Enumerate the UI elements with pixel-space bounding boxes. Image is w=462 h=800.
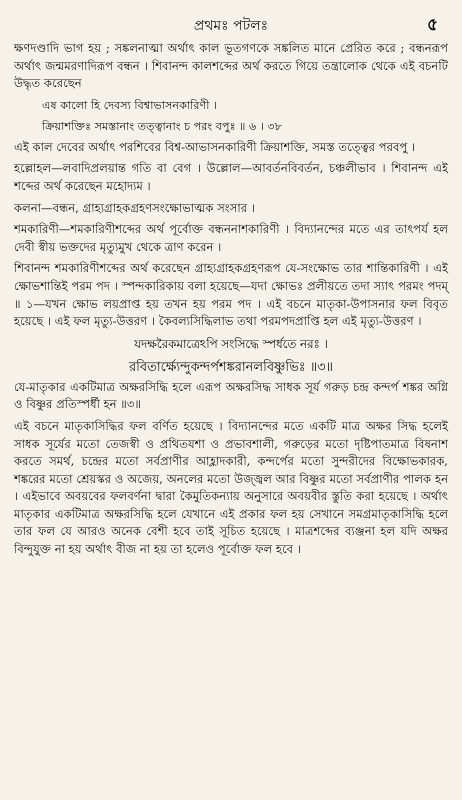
para-block: শিবানন্দ শমকারিণীশব্দের অর্থ করেছেন গ্রাহ্যগ্রাহকগ্রহণরূপ যে-সংক্ষোভ তার শান্তিকারিণী । এই ক্ষোভশান্তিই পরম পদ । স্পন্দকারিকায় বলা হয়েছে—যদা ক্ষোভঃ প্রলীয়তে তদা স্যাৎ পরমং পদম্ ॥ ১—যখন ক্ষোভ লয়প্রাপ্ত হয় তখন হয় পরম পদ । এই বচনে মাতৃকা-উপাসনার ফল বিবৃত হয়েছে । এই ফল মৃত্যু-উত্তরণ । কৈবল্যসিদ্ধিলাভ তথা পরমপদপ্রাপ্তি হল এই মৃত্যু-উত্তরণ ।	[14, 261, 448, 329]
para-block: শমকারিণী—শমকারিণীশব্দের অর্থ পূর্বোক্ত বন্ধননাশকারিণী । বিদ্যানন্দের মতে এর তাৎপর্য হল দেবী স্বীয় ভক্তদের মৃত্যুমুখ থেকে ত্রাণ করেন ।	[14, 222, 448, 254]
chapter-title: প্রথমঃ পটলঃ	[193, 18, 269, 34]
verse-block: যদক্ষরৈকমাত্রেঽপি সংসিদ্ধে স্পর্ধতে নরঃ ।	[134, 336, 328, 351]
para-block: এই বচনে মাতৃকাসিদ্ধির ফল বর্ণিত হয়েছে । বিদ্যানন্দের মতে একটি মাত্র অক্ষর সিদ্ধ হলেই সাধক সূর্যের মতো তেজস্বী ও প্রথিতযশা ও প্রভাবশালী, গরুড়ের মতো দৃষ্টিপাতমাত্র বিষনাশ করতে সমর্থ, চন্দ্রের মতো সর্বপ্রাণীর আহ্লাদকারী, কন্দর্পের মতো সুন্দরীদের বিক্ষোভকারক, শঙ্করের মতো শ্রেয়স্কর ও অজেয়, অনলের মতো উজ্জ্বল আর বিষ্ণুর মতো সর্বপ্রাণীর পালক হন । এইভাবে অবয়বের ফলবর্ণনা দ্বারা কৈমুতিকন্যায় অনুসারে অবয়বীর স্তুতি করা হয়েছে । অর্থাৎ মাতৃকার একটিমাত্র অক্ষরসিদ্ধি হলে যেখানে এই প্রকার ফল হয় সেখানে সমগ্রমাতৃকাসিদ্ধি হলে তার ফল যে আরও অনেক বেশী হবে তাই সূচিত হয়েছে । মাত্রশব্দের ব্যঞ্জনা হল যদি অক্ষর বিন্দুযুক্ত না হয় অর্থাৎ বীজ না হয় তা হলেও পূর্বোক্ত ফল হবে ।	[14, 418, 448, 557]
verse-block: রবিতার্ক্ষ্যেন্দুকন্দর্পশঙ্করানলবিষ্ণুভিঃ ॥৩॥	[128, 359, 333, 375]
body-text	[14, 40, 448, 559]
page-number: ৫	[426, 15, 438, 35]
quote-block: ক্রিয়াশক্তিঃ সমস্তানাং তত্ত্বানাং চ পরং বপুঃ ॥ ৬ । ৩৮	[42, 119, 282, 133]
quote-block: এষ কালো হি দেবস্য বিশ্বাভাসনকারিণী ।	[42, 98, 218, 112]
para-block: হল্লোহল—লবাদিপ্রলয়ান্ত গতি বা বেগ । উল্লোল—আবর্তনবিবর্তন, চঞ্চলীভাব । শিবানন্দ এই শব্দের অর্থ করেছেন মহোদ্যম ।	[14, 161, 448, 193]
para-block: যে-মাতৃকার একটিমাত্র অক্ষরসিদ্ধি হলে এরূপ অক্ষরসিদ্ধ সাধক সূর্য গরুড় চন্দ্র কন্দর্প শঙ্কর অগ্নি ও বিষ্ণুর প্রতিস্পর্ধী হন ॥৩॥	[14, 379, 448, 412]
para-block: ক্ষণদণ্ডাদি ভাগ হয় ; সঙ্কলনাত্মা অর্থাৎ কাল ভূতগণকে সঙ্কলিত মানে প্রেরিত করে ; বন্ধনরূপ অর্থাৎ জন্মমরণাদিরূপ বন্ধন । শিবানন্দ কালশব্দের অর্থ করতে গিয়ে তন্ত্রালোক থেকে এই বচনটি উদ্ধৃত করেছেন	[14, 41, 448, 91]
para-block: কলনা—বন্ধন, গ্রাহ্যগ্রাহকগ্রহণসংক্ষোভাত্মক সংসার ।	[14, 200, 255, 215]
para-block: এই কাল দেবের অর্থাৎ পরশিবের বিশ্ব-আভাসনকারিণী ক্রিয়াশক্তি, সমস্ত তত্ত্বের পরবপু ।	[14, 139, 416, 154]
page-header	[14, 10, 448, 40]
